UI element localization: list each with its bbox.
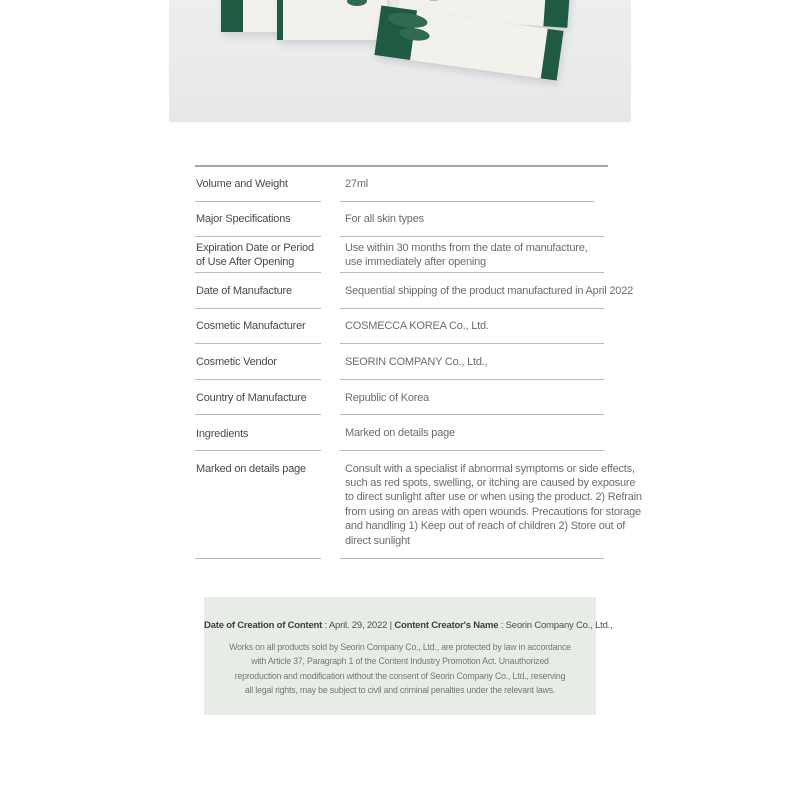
row-divider — [195, 450, 321, 451]
spec-value: Use within 30 months from the date of manufacture, — [345, 242, 588, 254]
spec-value: Sequential shipping of the product manufactured in April 2022 — [345, 285, 634, 297]
spec-label: Ingredients — [196, 428, 249, 440]
row-divider — [340, 558, 604, 559]
spec-value: SEORIN COMPANY Co., Ltd., — [345, 356, 488, 368]
spec-label: Marked on details page — [196, 463, 306, 475]
spec-value: such as red spots, swelling, or itching are caused by exposure — [345, 477, 636, 489]
copyright-line: all legal rights, may be subject to civil and criminal penalties under the relevant laws. — [244, 685, 556, 696]
row-divider — [340, 236, 604, 237]
copyright-line: reproduction and modification without the consent of Seorin Company Co., Ltd., reserving — [234, 670, 566, 681]
spec-value: use immediately after opening — [345, 256, 486, 268]
row-divider — [340, 308, 604, 309]
spec-value: and handling 1) Keep out of reach of children 2) Store out of — [345, 520, 626, 532]
row-divider — [195, 343, 321, 344]
spec-label: Major Specifications — [196, 213, 291, 225]
creator-value: : Seorin Company Co., Ltd., — [498, 620, 613, 631]
spec-value: to direct sunlight after use or when using the product. 2) Refrain — [345, 491, 642, 503]
spec-value: For all skin types — [345, 213, 424, 225]
row-divider — [340, 272, 604, 273]
spec-label: Cosmetic Manufacturer — [196, 320, 306, 332]
copyright-notice — [204, 597, 613, 715]
row-divider — [340, 450, 604, 451]
row-divider — [195, 201, 321, 202]
spec-label: Cosmetic Vendor — [196, 356, 277, 368]
table-top-rule — [195, 165, 608, 167]
row-divider — [195, 379, 321, 380]
row-divider — [340, 201, 594, 202]
spec-value: Consult with a specialist if abnormal symptoms or side effects, — [345, 463, 635, 475]
spec-label: Date of Manufacture — [196, 285, 292, 297]
spec-value: direct sunlight — [345, 535, 410, 547]
row-divider — [195, 236, 321, 237]
spec-label: of Use After Opening — [196, 256, 295, 268]
copyright-text — [224, 640, 576, 698]
row-divider — [340, 379, 604, 380]
spec-value: from using on areas with open wounds. Precautions for storage — [345, 506, 641, 518]
row-divider — [195, 414, 321, 415]
spec-label: Country of Manufacture — [196, 392, 307, 404]
row-divider — [340, 343, 604, 344]
spec-value: COSMECCA KOREA Co., Ltd. — [345, 320, 489, 332]
row-divider — [195, 308, 321, 309]
row-divider — [340, 414, 604, 415]
spec-value: 27ml — [345, 178, 369, 190]
spec-value: Republic of Korea — [345, 392, 430, 404]
date-label: Date of Creation of Content — [204, 620, 323, 631]
copyright-line: Works on all products sold by Seorin Company Co., Ltd., are protected by law in accordance — [229, 642, 571, 652]
spec-value: Marked on details page — [345, 427, 455, 439]
copyright-line: with Article 37, Paragraph 1 of the Content Industry Promotion Act. Unauthorized — [251, 656, 549, 667]
spec-label: Expiration Date or Period — [196, 242, 314, 254]
creator-label: Content Creator's Name — [394, 620, 499, 631]
row-divider — [195, 558, 321, 559]
row-divider — [195, 272, 321, 273]
date-value: : April. 29, 2022 | — [322, 620, 395, 631]
spec-label: Volume and Weight — [196, 178, 288, 190]
content-info-line — [204, 620, 613, 631]
